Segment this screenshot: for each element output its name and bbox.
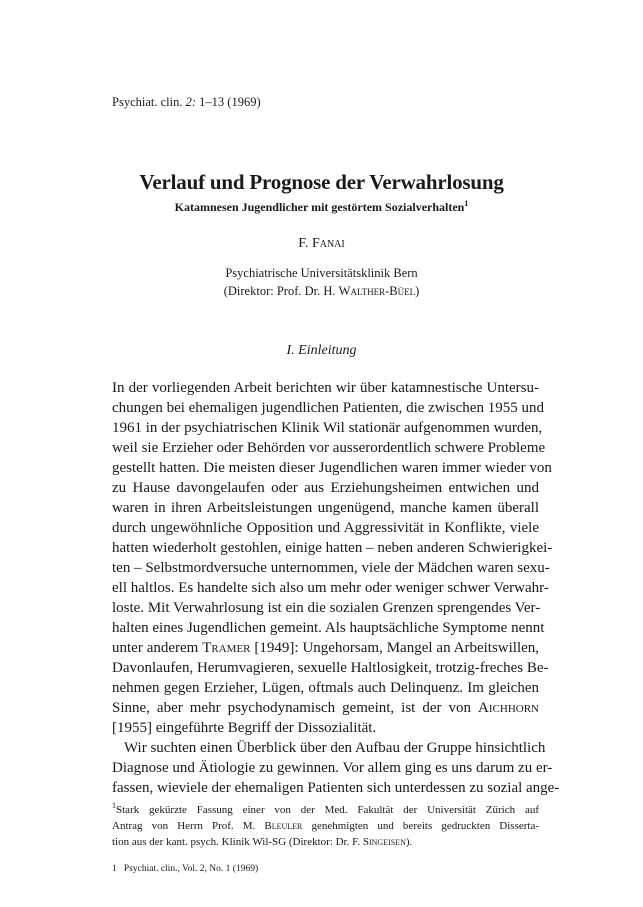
journal-volume: 2: xyxy=(185,95,197,109)
cited-author: Aichhorn xyxy=(478,700,539,716)
footnote-text: Antrag von Herrn Prof. M. xyxy=(112,820,256,832)
journal-citation xyxy=(112,95,261,110)
body-line: zu Hause davongelaufen oder aus Erziehungsheimen entwichen und xyxy=(112,480,539,496)
body-line: In der vorliegenden Arbeit berichten wir über katamnestische Untersu- xyxy=(112,380,539,396)
footnote-text: genehmigten und bereits gedruckten Disserta- xyxy=(311,820,540,832)
line-text: unter anderem xyxy=(112,640,199,656)
footnote-text: tion aus der kant. psych. Klinik Wil-SG (Direktor: Dr. F. xyxy=(112,836,361,848)
section-heading: I. Einleitung xyxy=(286,343,357,358)
footnote-line xyxy=(112,802,539,818)
footnote-text: ). xyxy=(405,836,413,848)
journal-name: Psychiat. clin. xyxy=(112,95,183,109)
footnote-text: Stark gekürzte Fassung einer von der Med. Fakultät der Universität Zürich auf xyxy=(116,804,539,816)
article-subtitle xyxy=(0,200,643,215)
body-line: [1955] eingeführte Begriff der Dissozialität. xyxy=(112,720,377,736)
body-line xyxy=(112,698,539,718)
footnote-line xyxy=(112,834,539,850)
body-line: ell haltlos. Es handelte sich also um mehr oder weniger schwer Verwahr- xyxy=(112,580,549,596)
author-initial: F. xyxy=(298,236,309,251)
footnote-line xyxy=(112,818,539,834)
footer-citation: Psychiat. clin., Vol. 2, No. 1 (1969) xyxy=(123,864,259,874)
body-line: loste. Mit Verwahrlosung ist ein die sozialen Grenzen sprengendes Ver- xyxy=(112,600,541,616)
body-line: durch ungewöhnliche Opposition und Aggressivität in Konflikte, viele xyxy=(112,520,539,536)
affiliation-institution: Psychiatrische Universitätsklinik Bern xyxy=(225,266,418,280)
body-line: Wir suchten einen Überblick über den Aufbau der Gruppe hinsichtlich xyxy=(124,740,546,756)
footnote-number: 1 xyxy=(112,801,116,810)
body-line: hatten wiederholt gestohlen, einige hatten – neben anderen Schwierigkei- xyxy=(112,540,553,556)
cited-author: Bleuler xyxy=(264,820,303,832)
body-line: nehmen gegen Erzieher, Lügen, oftmals auch Delinquenz. Im gleichen xyxy=(112,680,539,696)
footnote-marker[interactable]: 1 xyxy=(464,199,469,208)
director-prefix: (Direktor: Prof. Dr. H. xyxy=(223,284,336,298)
body-line: Diagnose und Ätiologie zu gewinnen. Vor allem ging es uns darum zu er- xyxy=(112,760,553,776)
line-text: [1949]: Ungehorsam, Mangel an Arbeitswillen, xyxy=(254,640,540,656)
director-name: Walther-Büel xyxy=(338,284,416,298)
cited-author: Tramer xyxy=(202,640,251,656)
subtitle-text: Katamnesen Jugendlicher mit gestörtem Sozialverhalten xyxy=(174,200,465,214)
page-number: 1 xyxy=(112,864,117,874)
cited-author: Singeisen xyxy=(362,836,406,848)
page-footer xyxy=(112,864,258,874)
affiliation-director xyxy=(0,284,643,299)
body-line: halten eines Jugendlichen gemeint. Als hauptsächliche Symptome nennt xyxy=(112,620,545,636)
body-line: ten – Selbstmordversuche unternommen, viele der Mädchen waren sexu- xyxy=(112,560,550,576)
body-line: fassen, wieviele der ehemaligen Patienten sich unterdessen zu sozial ange- xyxy=(112,780,560,796)
body-line: gestellt hatten. Die meisten dieser Jugendlichen waren immer wieder von xyxy=(112,460,552,476)
journal-pages: 1–13 (1969) xyxy=(199,95,261,109)
body-line: Davonlaufen, Herumvagieren, sexuelle Haltlosigkeit, trotzig-freches Be- xyxy=(112,660,549,676)
line-text: Sinne, aber mehr psychodynamisch gemeint, ist der von xyxy=(112,700,472,716)
body-line: chungen bei ehemaligen jugendlichen Patienten, die zwischen 1955 und xyxy=(112,400,544,416)
article-title: Verlauf und Prognose der Verwahrlosung xyxy=(139,170,504,194)
body-line: weil sie Erzieher oder Behörden vor ausserordentlich schwere Probleme xyxy=(112,440,546,456)
author-surname: Fanai xyxy=(311,236,345,251)
body-line xyxy=(112,638,539,658)
author-name xyxy=(0,236,643,252)
body-line: waren in ihren Arbeitsleistungen ungenügend, manche kamen überall xyxy=(112,500,539,516)
director-suffix: ) xyxy=(415,284,420,298)
body-line: 1961 in der psychiatrischen Klinik Wil stationär aufgenommen wurden, xyxy=(112,420,543,436)
